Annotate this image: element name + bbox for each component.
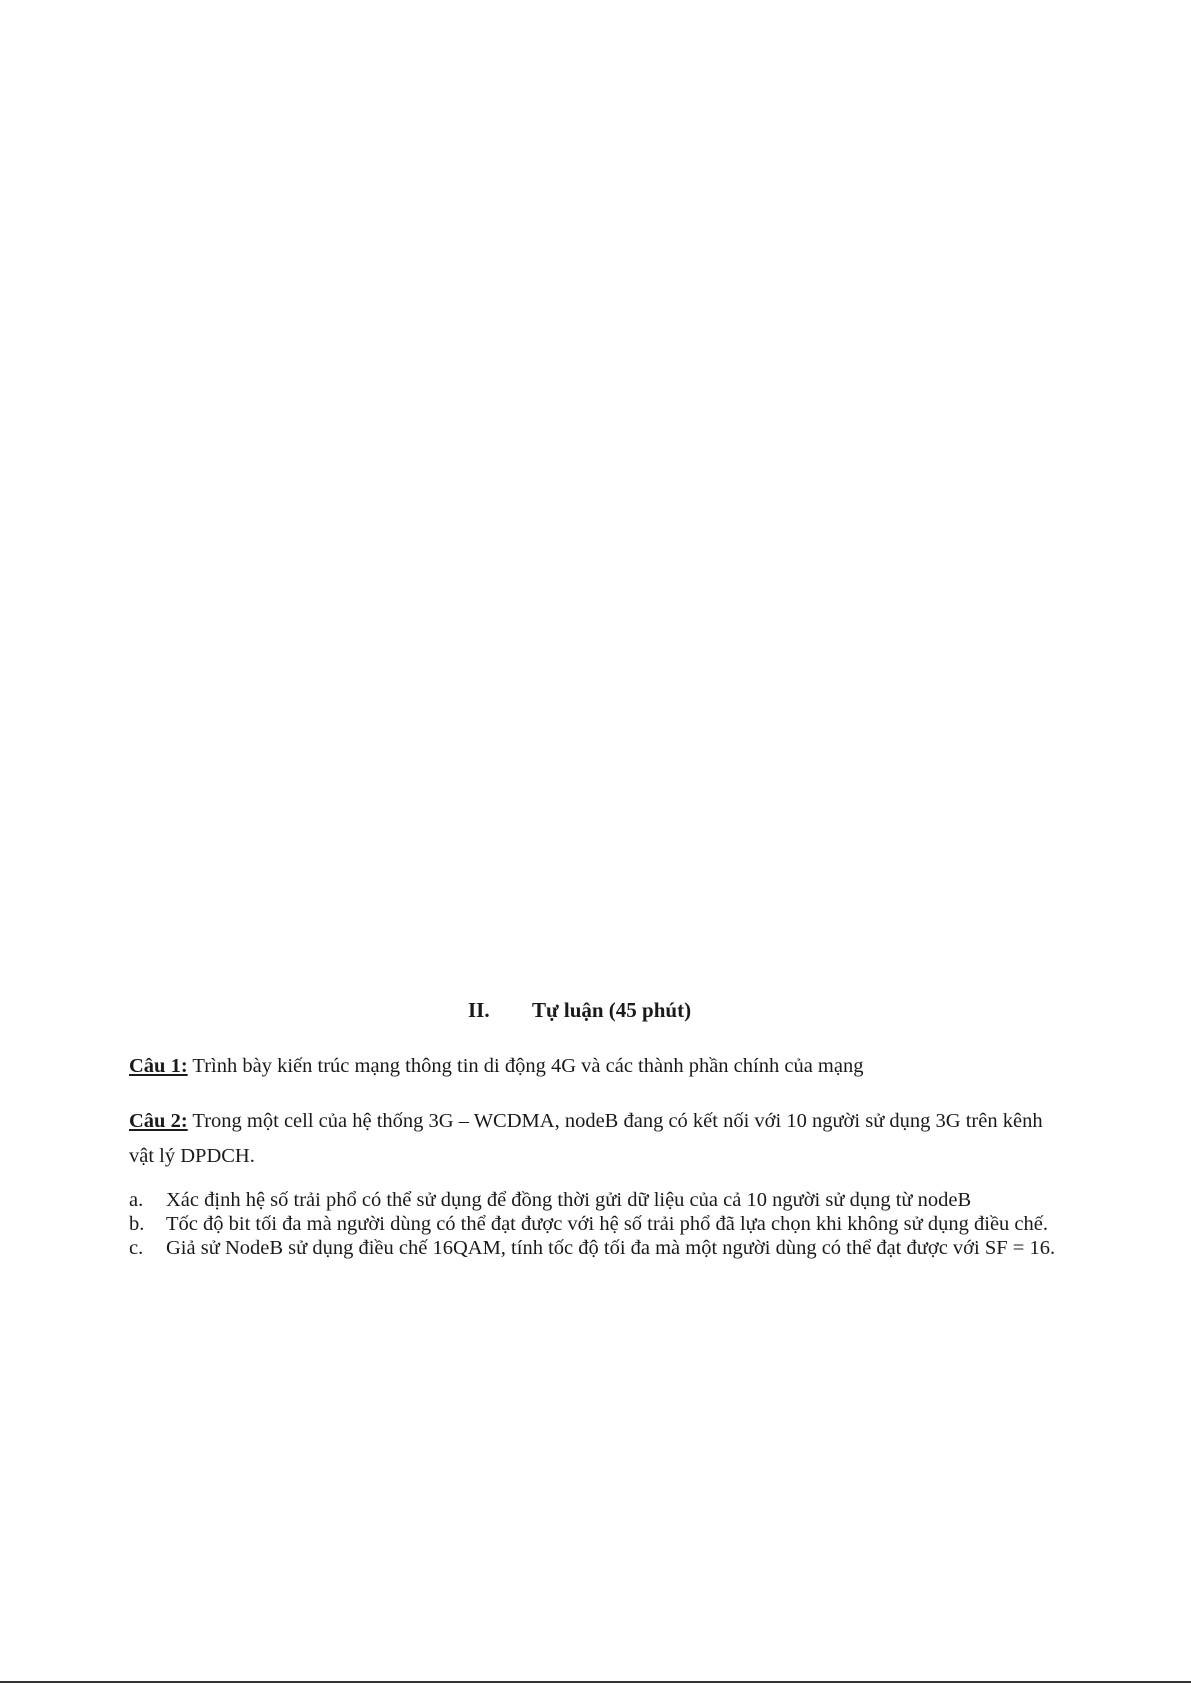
- question-1-label: Câu 1:: [129, 1055, 188, 1077]
- list-marker: b.: [129, 1213, 145, 1235]
- question-1: [129, 1049, 1059, 1084]
- section-title: Tự luận (45 phút): [532, 998, 692, 1022]
- subquestion-list: [129, 1188, 1059, 1260]
- question-2-label: Câu 2:: [129, 1110, 188, 1132]
- list-item: [129, 1212, 1059, 1236]
- question-1-text: Trình bày kiến trúc mạng thông tin di động 4G và các thành phần chính của mạng: [187, 1055, 864, 1077]
- section-number: II.: [468, 998, 490, 1022]
- list-item-text: Tốc độ bit tối đa mà người dùng có thể đạt được với hệ số trải phổ đã lựa chọn khi không sử dụng điều chế.: [166, 1213, 1048, 1235]
- list-item: [129, 1236, 1059, 1260]
- list-marker: c.: [129, 1237, 144, 1259]
- list-marker: a.: [129, 1189, 144, 1211]
- list-item: [129, 1188, 1059, 1212]
- bottom-divider: [0, 1681, 1191, 1683]
- list-item-text: Giả sử NodeB sử dụng điều chế 16QAM, tính tốc độ tối đa mà một người dùng có thể đạt được với SF = 16.: [166, 1237, 1056, 1259]
- question-2: [129, 1104, 1059, 1174]
- question-2-text: Trong một cell của hệ thống 3G – WCDMA, nodeB đang có kết nối với 10 người sử dụng 3G trên kênh vật lý DPDCH.: [129, 1110, 1043, 1167]
- list-item-text: Xác định hệ số trải phổ có thể sử dụng để đồng thời gửi dữ liệu của cả 10 người sử dụng từ nodeB: [166, 1189, 972, 1211]
